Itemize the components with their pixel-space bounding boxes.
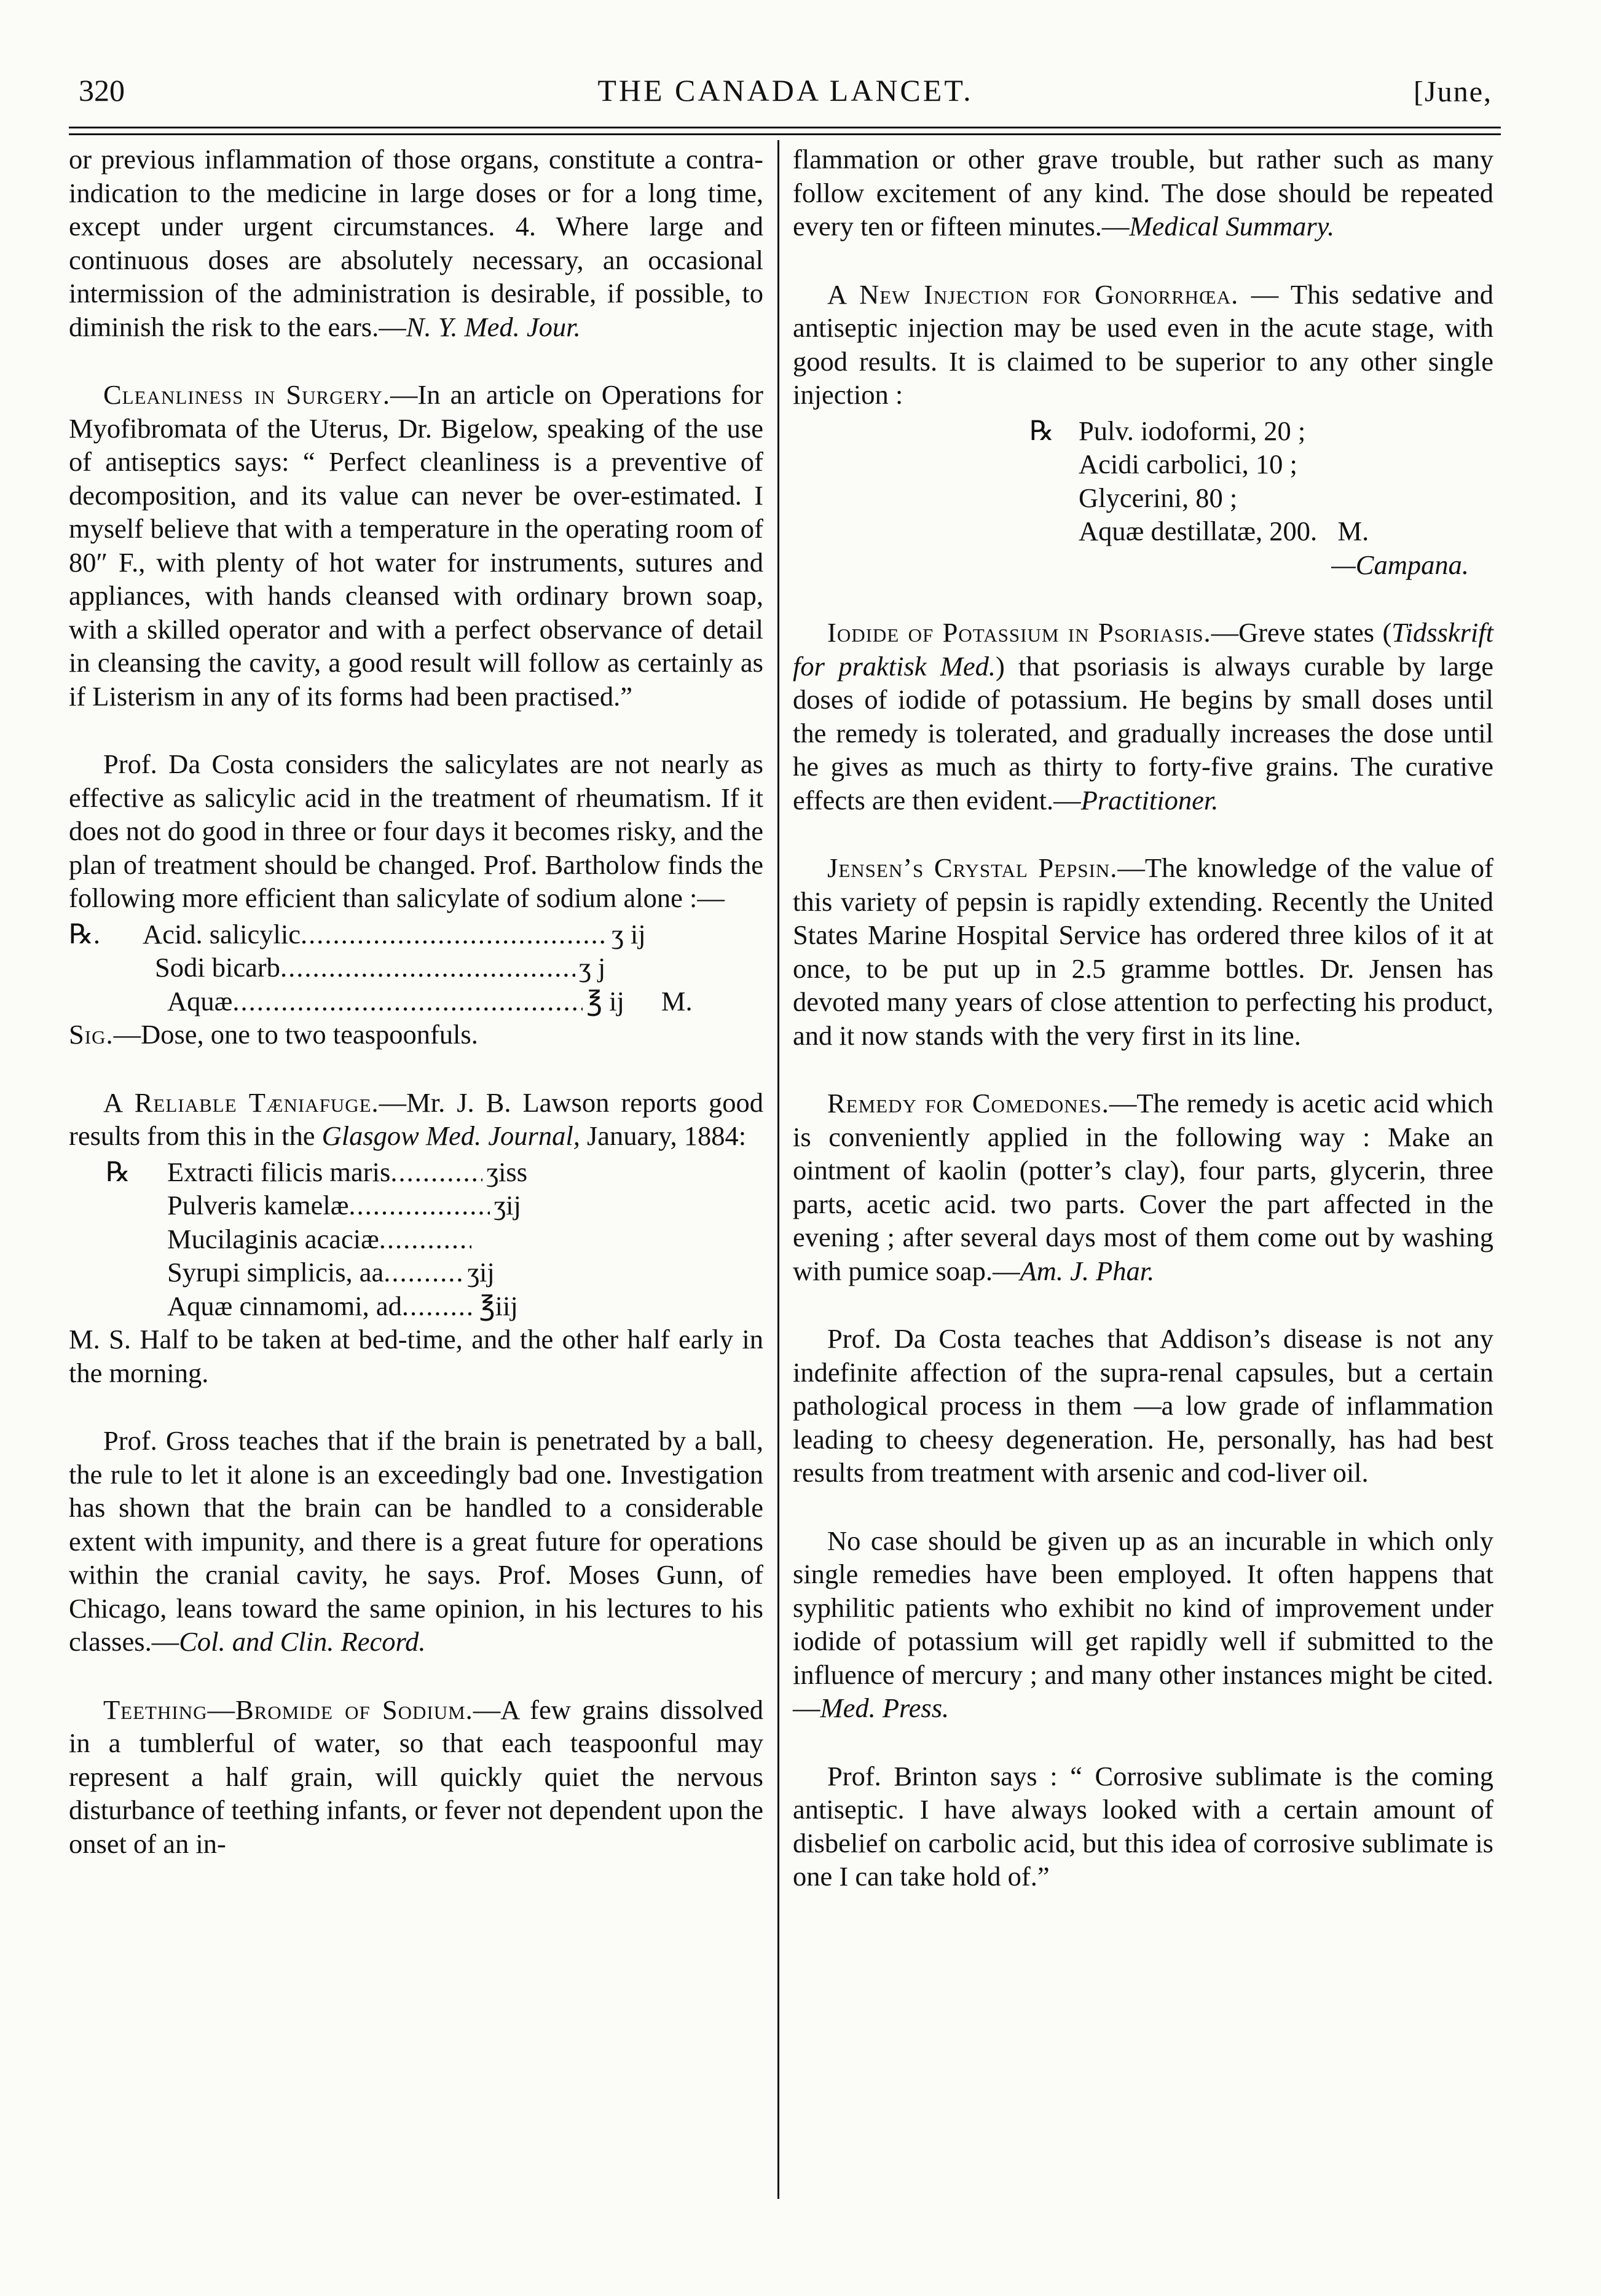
article-text: No case should be given up as an incurable in which only single remedies have been employed. It often happens that syphilitic patients who exhibit no kind of improvement under iodide of potassium will get rapidly well if submitted to the influence of mercury ; and many other instances might be cited.—: [793, 1525, 1493, 1723]
article-text: — This sedative and antiseptic injection may be used even in the acute stage, with good results. It is claimed to be superior to any other single injection :: [793, 278, 1493, 410]
article-text: flammation or other grave trouble, but rather such as many follow excitement of any kind. The dose should be repeated every ten or fifteen minutes.—: [793, 144, 1493, 242]
article-source: Am. J. Phar.: [1020, 1255, 1155, 1286]
prescription: [106, 1155, 763, 1323]
prescription-line: Aquæ destillatæ, 200. M.: [1079, 516, 1369, 546]
article-incurable: [793, 1524, 1493, 1725]
journal-name: Glasgow Med. Journal,: [321, 1120, 580, 1151]
prescription-line: Aquæ cinnamomi, ad ..... ℥iij: [106, 1289, 763, 1323]
prescription-line: ℞ Pulv. iodoformi, 20 ;: [1029, 415, 1306, 446]
article-gonorrhoea: [793, 278, 1493, 582]
journal-title: THE CANADA LANCET.: [597, 73, 974, 108]
article-title: Remedy for Comedones.: [827, 1088, 1109, 1119]
article-text: Prof. Brinton says : “ Corrosive sublimate is the coming antiseptic. I have always looked with a certain amount of disbelief on carbolic acid, but this idea of corrosive sublimate is one I can take hold of.”: [793, 1760, 1493, 1892]
article-text: —The knowledge of the value of this variety of pepsin is rapidly extending. Recently the United States Marine Hospital Service has ordered three kilos of it at once, to be put up in 2.5 gramme bottles. Dr. Jensen has devoted many years of close attention to perfecting his product, and it now stands with the very first in its line.: [793, 852, 1493, 1051]
article-cleanliness: [69, 378, 763, 713]
article-title: A Reliable Tæniafuge.: [103, 1087, 379, 1118]
prescription-line: ℞. Acid. salicylic ..... ʒ ij: [69, 918, 763, 951]
article-title: Jensen’s Crystal Pepsin.: [827, 852, 1118, 883]
issue-month: [June,: [1414, 76, 1492, 108]
article-title: Iodide of Potassium in Psoriasis.: [827, 617, 1211, 648]
sig-label: Sig.: [69, 1019, 114, 1050]
article-text: —In an article on Operations for Myofibromata of the Uterus, Dr. Bigelow, speaking of the use of antiseptics says: “ Perfect cleanliness is a preventive of decomposition, and its value can never be over-estimated. I myself believe that with a temperature in the operating room of 80″ F., with plenty of hot water for instruments, sutures and appliances, with hands cleansed with ordinary brown soap, with a skilled operator and with a perfect observance of detail in cleansing the cavity, a good result will follow as certainly as if Listerism in any of its forms had been practised.”: [69, 379, 764, 712]
prescription: [1029, 414, 1493, 548]
journal-name: Tidsskrift for praktisk Med.: [793, 617, 1493, 682]
article-text: M. S. Half to be taken at bed-time, and the other half early in the morning.: [69, 1324, 763, 1388]
article-teething: [69, 1693, 763, 1861]
header-rule-top: [69, 127, 1501, 128]
article-sublimate: [793, 1759, 1493, 1893]
sig-text: —Dose, one to two teaspoonfuls.: [113, 1019, 478, 1050]
article-text: —A few grains dissolved in a tumblerful of water, so that each teaspoonful may represent a half grain, will quickly quiet the nervous disturbance of teething infants, or fever not dependent upon the onset of an in-: [69, 1694, 763, 1859]
article-title: Cleanliness in Surgery.: [103, 379, 390, 410]
prescription-line: Pulveris kamelæ ..... ʒij: [106, 1189, 763, 1222]
article-source: —Campana.: [1331, 549, 1469, 580]
column-divider: [777, 140, 779, 2199]
article-teething-cont: [793, 143, 1493, 243]
article-title: Teething—Bromide of Sodium.: [103, 1694, 473, 1725]
article-pepsin: [793, 851, 1493, 1052]
article-text: Prof. Da Costa teaches that Addison’s disease is not any indefinite affection of the supra-renal capsules, but a certain pathological process in them —a low grade of inflammation leading to cheesy degeneration. He, personally, has had best results from treatment with arsenic and cod-liver oil.: [793, 1323, 1493, 1488]
prescription-line: Sodi bicarb ..... ʒ j: [69, 951, 763, 985]
article-salicylates: [69, 747, 763, 1052]
article-source: Practitioner.: [1080, 784, 1219, 816]
article-text: or previous inflammation of those organs, constitute a contra-indication to the medicine in large doses or for a long time, except under urgent circumstances. 4. Where large and continuous doses are absolutely necessary, an occasional intermission of the administration is desirable, if possible, to diminish the risk to the ears.—: [69, 144, 763, 342]
article-addison: [793, 1322, 1493, 1490]
article-text: Prof. Gross teaches that if the brain is penetrated by a ball, the rule to let it alone is an exceedingly bad one. Investigation has shown that the brain can be handled to a considerable extent with impunity, and there is a great future for operations within the cranial cavity, he says. Prof. Moses Gunn, of Chicago, leans toward the same opinion, in his lectures to his classes.—: [69, 1425, 763, 1657]
prescription-line: Syrupi simplicis, aa ..... ʒij: [106, 1256, 763, 1289]
prescription-line: Mucilaginis acaciæ .....: [106, 1222, 763, 1256]
prescription-line: Glycerini, 80 ;: [1079, 482, 1238, 513]
prescription: [69, 918, 763, 1018]
header-rule-bottom: [69, 133, 1501, 135]
article-psoriasis: Iodide of Potassium in Psoriasis.—Greve states (Tidsskrift for praktisk Med.) that psoriasis is always curable by large doses of iodide of potassium. He begins by small doses until the remedy is tolerated, and gradually increases the dose until he gives as much as thirty to forty-five grains. The curative effects are then evident.—Practitioner.: [793, 617, 1493, 816]
article-title: A New Injection for Gonorrhœa.: [827, 278, 1239, 310]
article-source: Med. Press.: [820, 1693, 950, 1723]
left-column: [69, 143, 763, 1860]
page-number: 320: [79, 73, 125, 108]
prescription-line: Aquæ ..... ℥ ij M.: [69, 985, 763, 1018]
article-comedones: [793, 1087, 1493, 1288]
article-source: Medical Summary.: [1129, 211, 1335, 242]
article-source: N. Y. Med. Jour.: [406, 311, 581, 342]
running-header: [79, 73, 1492, 123]
prescription-line: ℞ Extracti filicis maris ..... ʒiss: [106, 1155, 763, 1189]
right-column: [793, 143, 1493, 1893]
article-continuation: [69, 143, 763, 344]
article-source: Col. and Clin. Record.: [179, 1626, 426, 1657]
prescription-line: Acidi carbolici, 10 ;: [1079, 449, 1297, 479]
article-text: Prof. Da Costa considers the salicylates are not nearly as effective as salicylic acid in the treatment of rheumatism. If it does not do good in three or four days it becomes risky, and the plan of treatment should be changed. Prof. Bartholow finds the following more efficient than salicylate of sodium alone :—: [69, 749, 763, 913]
article-brain: [69, 1424, 763, 1659]
article-taeniafuge: A Reliable Tæniafuge.—Mr. J. B. Lawson reports good results from this in the Glasgow Med. Journal, January, 1884: ℞ Extracti filicis maris ..... ʒiss Pulveris kamelæ ..... ʒij Mucilaginis acaciæ ..... Syrupi simplicis, aa ..... ʒij Aquæ cinnamomi, ad ..... ℥iij M. S. Half to be taken at bed-time, and the other half early in the morning.: [69, 1086, 763, 1390]
article-text: —The remedy is acetic acid which is conveniently applied in the following way : Make an ointment of kaolin (potter’s clay), four parts, glycerin, three parts, acetic acid. two parts. Cover the part affected in the evening ; after several days most of them come out by washing with pumice soap.—: [793, 1088, 1493, 1286]
